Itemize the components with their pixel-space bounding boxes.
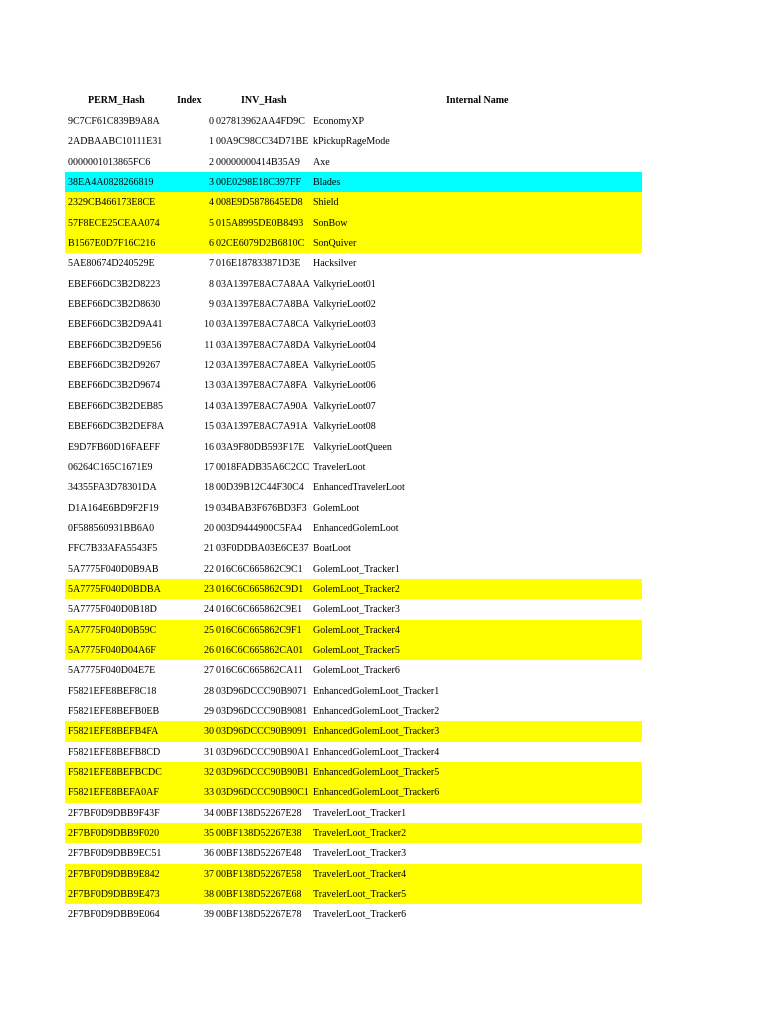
cell-index: 20 [204, 522, 214, 534]
cell-index: 17 [204, 461, 214, 473]
cell-perm-hash: 2329CB466173E8CE [68, 197, 156, 209]
cell-internal-name: Blades [313, 177, 341, 189]
cell-inv-hash: 00BF138D52267E28 [216, 807, 302, 819]
cell-inv-hash: 03D96DCCC90B90A1 [216, 746, 310, 758]
cell-perm-hash: F5821EFE8BEFB0EB [68, 705, 160, 717]
cell-perm-hash: 06264C165C1671E9 [68, 461, 153, 473]
cell-perm-hash: F5821EFE8BEFBCDC [68, 767, 162, 778]
cell-perm-hash: EBEF66DC3B2D8223 [68, 278, 161, 290]
cell-perm-hash: 5A7775F040D04A6F [68, 644, 156, 656]
table-row [0, 477, 768, 497]
cell-inv-hash: 03A1397E8AC7A8DA [216, 339, 310, 351]
table-body [0, 111, 768, 925]
cell-inv-hash: 016C6C665862CA01 [216, 644, 304, 656]
cell-internal-name: ValkyrieLoot05 [313, 360, 376, 372]
cell-index: 30 [204, 726, 214, 738]
cell-internal-name: SonBow [313, 217, 348, 229]
cell-index: 26 [204, 644, 214, 656]
cell-inv-hash: 00BF138D52267E58 [216, 868, 302, 880]
table-row [0, 294, 768, 314]
cell-index: 27 [204, 665, 214, 677]
header-perm-hash: PERM_Hash [88, 95, 145, 106]
cell-internal-name: TravelerLoot_Tracker6 [313, 909, 407, 921]
row-highlight [65, 152, 642, 172]
cell-perm-hash: EBEF66DC3B2D9267 [68, 360, 161, 372]
table-row [0, 416, 768, 436]
cell-inv-hash: 003D9444900C5FA4 [216, 522, 302, 534]
table-row [0, 762, 768, 782]
cell-inv-hash: 00BF138D52267E68 [216, 889, 302, 901]
header-index: Index [177, 95, 202, 106]
cell-inv-hash: 03D96DCCC90B9081 [216, 705, 308, 717]
cell-index: 37 [204, 868, 214, 880]
cell-perm-hash: 2F7BF0D9DBB9E473 [68, 889, 160, 901]
header-inv-hash: INV_Hash [241, 95, 287, 106]
cell-perm-hash: F5821EFE8BEFB8CD [68, 746, 161, 758]
cell-index: 14 [204, 400, 214, 412]
table-row [0, 884, 768, 904]
header-row [0, 92, 768, 110]
cell-inv-hash: 03A9F80DB593F17E [216, 441, 305, 453]
cell-index: 3 [209, 177, 214, 189]
cell-internal-name: EnhancedGolemLoot_Tracker1 [313, 685, 440, 697]
table-row [0, 599, 768, 619]
cell-internal-name: EnhancedTravelerLoot [313, 482, 405, 494]
cell-perm-hash: 34355FA3D78301DA [68, 482, 157, 494]
table-row [0, 904, 768, 924]
cell-index: 12 [204, 360, 214, 372]
table-row [0, 681, 768, 701]
cell-internal-name: EconomyXP [313, 116, 365, 127]
cell-inv-hash: 016E187833871D3E [216, 258, 301, 270]
cell-perm-hash: D1A164E6BD9F2F19 [68, 502, 159, 514]
table-row [0, 437, 768, 457]
cell-internal-name: SonQuiver [313, 238, 357, 250]
cell-perm-hash: 2F7BF0D9DBB9F43F [68, 807, 160, 819]
cell-inv-hash: 0018FADB35A6C2CC [216, 461, 310, 473]
table-row [0, 518, 768, 538]
cell-inv-hash: 00BF138D52267E78 [216, 909, 302, 921]
cell-internal-name: EnhancedGolemLoot [313, 522, 399, 534]
table-row [0, 721, 768, 741]
table-row [0, 131, 768, 151]
cell-inv-hash: 03D96DCCC90B90C1 [216, 787, 309, 799]
table-row [0, 620, 768, 640]
cell-index: 8 [209, 278, 214, 290]
table-row [0, 355, 768, 375]
cell-perm-hash: B1567E0D7F16C216 [68, 238, 156, 250]
cell-perm-hash: F5821EFE8BEFB4FA [68, 726, 159, 738]
cell-perm-hash: 5A7775F040D0BDBA [68, 583, 161, 595]
cell-index: 21 [204, 543, 214, 555]
cell-perm-hash: 0000001013865FC6 [68, 156, 151, 168]
cell-internal-name: GolemLoot_Tracker3 [313, 604, 400, 616]
cell-index: 19 [204, 502, 214, 514]
cell-perm-hash: 5A7775F040D0B59C [68, 624, 157, 636]
table-row [0, 782, 768, 802]
cell-perm-hash: 5A7775F040D04E7E [68, 665, 156, 677]
table-row [0, 253, 768, 273]
table-row [0, 640, 768, 660]
table-row [0, 803, 768, 823]
cell-inv-hash: 00E0298E18C397FF [216, 177, 302, 189]
cell-index: 29 [204, 705, 214, 717]
cell-inv-hash: 015A8995DE0B8493 [216, 217, 304, 229]
cell-perm-hash: F5821EFE8BEF8C18 [68, 685, 157, 697]
cell-index: 0 [209, 116, 214, 127]
cell-internal-name: EnhancedGolemLoot_Tracker4 [313, 746, 440, 758]
cell-perm-hash: 2F7BF0D9DBB9E842 [68, 868, 160, 880]
cell-perm-hash: EBEF66DC3B2D9A41 [68, 319, 163, 331]
cell-inv-hash: 00A9C98CC34D71BE [216, 136, 309, 148]
cell-index: 9 [209, 299, 214, 311]
cell-perm-hash: 2F7BF0D9DBB9EC51 [68, 848, 162, 860]
cell-internal-name: ValkyrieLoot01 [313, 278, 376, 290]
cell-internal-name: GolemLoot_Tracker5 [313, 644, 400, 656]
cell-index: 4 [209, 197, 214, 209]
cell-index: 39 [204, 909, 214, 921]
cell-internal-name: Axe [313, 156, 330, 168]
cell-index: 15 [204, 421, 214, 433]
cell-internal-name: BoatLoot [313, 543, 351, 555]
cell-perm-hash: EBEF66DC3B2D9E56 [68, 339, 162, 351]
cell-index: 25 [204, 624, 214, 636]
cell-internal-name: TravelerLoot_Tracker3 [313, 848, 407, 860]
cell-internal-name: ValkyrieLoot08 [313, 421, 376, 433]
cell-internal-name: TravelerLoot_Tracker5 [313, 889, 407, 901]
cell-inv-hash: 03F0DDBA03E6CE37 [216, 543, 309, 555]
cell-internal-name: EnhancedGolemLoot_Tracker3 [313, 726, 440, 738]
cell-perm-hash: 5A7775F040D0B18D [68, 604, 157, 616]
cell-index: 33 [204, 787, 214, 799]
cell-index: 38 [204, 889, 214, 901]
cell-inv-hash: 008E9D5878645ED8 [216, 197, 303, 209]
table-row [0, 172, 768, 192]
cell-inv-hash: 03A1397E8AC7A91A [216, 421, 308, 433]
cell-inv-hash: 016C6C665862C9C1 [216, 563, 303, 575]
cell-index: 10 [204, 319, 214, 331]
cell-internal-name: GolemLoot_Tracker2 [313, 583, 400, 595]
table-row [0, 274, 768, 294]
cell-inv-hash: 03D96DCCC90B90B1 [216, 767, 309, 778]
cell-inv-hash: 00BF138D52267E48 [216, 848, 302, 860]
cell-internal-name: GolemLoot_Tracker6 [313, 665, 400, 677]
cell-index: 1 [209, 136, 214, 148]
table-row [0, 498, 768, 518]
cell-perm-hash: 0F588560931BB6A0 [68, 522, 155, 534]
cell-index: 35 [204, 828, 214, 840]
table-row [0, 742, 768, 762]
table-row [0, 375, 768, 395]
cell-inv-hash: 016C6C665862C9D1 [216, 583, 304, 595]
cell-internal-name: ValkyrieLoot06 [313, 380, 376, 392]
cell-index: 2 [209, 156, 214, 168]
cell-perm-hash: 2F7BF0D9DBB9E064 [68, 909, 160, 921]
cell-internal-name: GolemLoot [313, 502, 360, 514]
cell-index: 22 [204, 563, 214, 575]
cell-internal-name: GolemLoot_Tracker4 [313, 624, 400, 636]
cell-perm-hash: 5A7775F040D0B9AB [68, 563, 159, 575]
cell-inv-hash: 03D96DCCC90B9091 [216, 726, 308, 738]
cell-inv-hash: 03A1397E8AC7A8AA [216, 278, 310, 290]
cell-internal-name: GolemLoot_Tracker1 [313, 563, 400, 575]
cell-inv-hash: 03A1397E8AC7A8BA [216, 299, 310, 311]
cell-index: 11 [204, 339, 214, 351]
cell-internal-name: EnhancedGolemLoot_Tracker6 [313, 787, 440, 799]
cell-index: 16 [204, 441, 214, 453]
cell-perm-hash: FFC7B33AFA5543F5 [68, 543, 158, 555]
cell-inv-hash: 03A1397E8AC7A8FA [216, 380, 308, 392]
cell-index: 18 [204, 482, 214, 494]
cell-perm-hash: 9C7CF61C839B9A8A [68, 116, 160, 127]
table-row [0, 823, 768, 843]
cell-inv-hash: 02CE6079D2B6810C [216, 238, 305, 250]
table-row [0, 213, 768, 233]
cell-inv-hash: 027813962AA4FD9C [216, 116, 305, 127]
cell-perm-hash: 38EA4A0828266819 [68, 177, 154, 189]
cell-inv-hash: 034BAB3F676BD3F3 [216, 502, 307, 514]
cell-perm-hash: 57F8ECE25CEAA074 [68, 217, 160, 229]
cell-internal-name: EnhancedGolemLoot_Tracker2 [313, 705, 440, 717]
cell-internal-name: TravelerLoot_Tracker2 [313, 828, 407, 840]
table-row [0, 314, 768, 334]
cell-internal-name: EnhancedGolemLoot_Tracker5 [313, 767, 440, 778]
cell-internal-name: Hacksilver [313, 258, 357, 270]
cell-index: 24 [204, 604, 214, 616]
cell-inv-hash: 03A1397E8AC7A8EA [216, 360, 309, 372]
table-row [0, 396, 768, 416]
cell-perm-hash: EBEF66DC3B2D9674 [68, 380, 161, 392]
cell-internal-name: TravelerLoot [313, 461, 366, 473]
cell-internal-name: ValkyrieLootQueen [313, 441, 392, 453]
table-row [0, 538, 768, 558]
cell-index: 31 [204, 746, 214, 758]
cell-internal-name: TravelerLoot_Tracker1 [313, 807, 407, 819]
table-row [0, 579, 768, 599]
cell-index: 5 [209, 217, 214, 229]
cell-perm-hash: EBEF66DC3B2DEB85 [68, 400, 164, 412]
cell-inv-hash: 03A1397E8AC7A90A [216, 400, 308, 412]
header-internal-name: Internal Name [446, 95, 509, 106]
cell-inv-hash: 00BF138D52267E38 [216, 828, 302, 840]
table-row [0, 559, 768, 579]
cell-perm-hash: E9D7FB60D16FAEFF [68, 441, 161, 453]
cell-index: 13 [204, 380, 214, 392]
table-row [0, 335, 768, 355]
cell-perm-hash: F5821EFE8BEFA0AF [68, 787, 159, 799]
table-row [0, 660, 768, 680]
cell-perm-hash: EBEF66DC3B2DEF8A [68, 421, 165, 433]
cell-index: 32 [204, 767, 214, 778]
cell-index: 7 [209, 258, 214, 270]
cell-internal-name: ValkyrieLoot04 [313, 339, 376, 351]
cell-index: 28 [204, 685, 214, 697]
cell-internal-name: ValkyrieLoot07 [313, 400, 376, 412]
cell-perm-hash: 2ADBAABC10111E31 [68, 136, 163, 148]
table-row [0, 111, 768, 131]
cell-inv-hash: 03D96DCCC90B9071 [216, 685, 308, 697]
cell-index: 36 [204, 848, 214, 860]
cell-internal-name: TravelerLoot_Tracker4 [313, 868, 407, 880]
cell-inv-hash: 016C6C665862C9E1 [216, 604, 303, 616]
cell-perm-hash: 2F7BF0D9DBB9F020 [68, 828, 160, 840]
table-row [0, 457, 768, 477]
cell-perm-hash: 5AE80674D240529E [68, 258, 155, 270]
cell-index: 34 [204, 807, 214, 819]
cell-perm-hash: EBEF66DC3B2D8630 [68, 299, 161, 311]
cell-inv-hash: 03A1397E8AC7A8CA [216, 319, 310, 331]
cell-internal-name: kPickupRageMode [313, 136, 390, 148]
table-row [0, 701, 768, 721]
table-row [0, 192, 768, 212]
cell-inv-hash: 00000000414B35A9 [216, 156, 300, 168]
table-row [0, 233, 768, 253]
table-row [0, 864, 768, 884]
cell-inv-hash: 00D39B12C44F30C4 [216, 482, 304, 494]
table-row [0, 843, 768, 863]
table-row [0, 152, 768, 172]
cell-inv-hash: 016C6C665862CA11 [216, 665, 303, 677]
cell-internal-name: Shield [313, 197, 339, 209]
cell-inv-hash: 016C6C665862C9F1 [216, 624, 302, 636]
cell-internal-name: ValkyrieLoot02 [313, 299, 376, 311]
cell-index: 23 [204, 583, 214, 595]
cell-internal-name: ValkyrieLoot03 [313, 319, 376, 331]
cell-index: 6 [209, 238, 214, 250]
